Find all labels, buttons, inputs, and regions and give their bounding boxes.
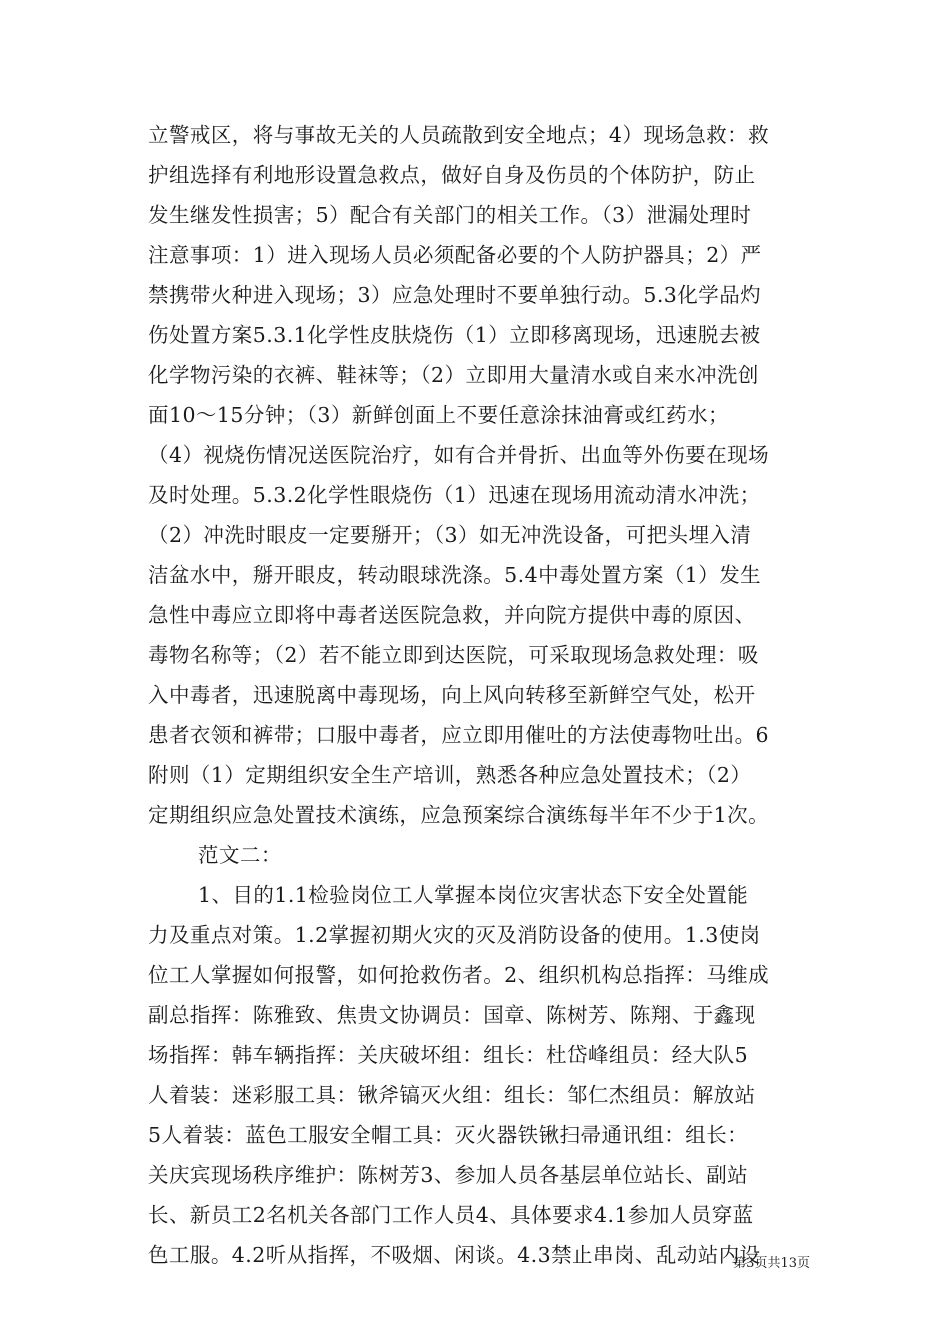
- body-text-line: 色工服。4.2听从指挥，不吸烟、闲谈。4.3禁止串岗、乱动站内设: [148, 1243, 761, 1267]
- section-heading: 范文二：: [198, 843, 282, 867]
- body-text-line: 1、目的1.1检验岗位工人掌握本岗位灾害状态下安全处置能: [198, 883, 749, 907]
- body-text-line: 场指挥：韩车辆指挥：关庆破坏组：组长：杜岱峰组员：经大队5: [148, 1043, 749, 1067]
- body-text-line: 面10～15分钟；（3）新鲜创面上不要任意涂抹油膏或红药水；: [148, 403, 729, 427]
- body-text-line: 伤处置方案5.3.1化学性皮肤烧伤（1）立即移离现场，迅速脱去被: [148, 323, 761, 347]
- body-text-line: （4）视烧伤情况送医院治疗，如有合并骨折、出血等外伤要在现场: [148, 443, 770, 467]
- body-text-line: 5人着装：蓝色工服安全帽工具：灭火器铁锹扫帚通讯组：组长：: [148, 1123, 749, 1147]
- body-text-line: 位工人掌握如何报警，如何抢救伤者。2、组织机构总指挥：马维成: [148, 963, 770, 987]
- page-number-footer: 第3页共13页: [733, 1256, 810, 1271]
- body-text-line: 及时处理。5.3.2化学性眼烧伤（1）迅速在现场用流动清水冲洗；: [148, 483, 761, 507]
- body-text-line: 注意事项：1）进入现场人员必须配备必要的个人防护器具；2）严: [148, 243, 762, 267]
- body-text-line: 急性中毒应立即将中毒者送医院急救，并向院方提供中毒的原因、: [148, 603, 756, 627]
- body-text-line: 发生继发性损害；5）配合有关部门的相关工作。（3）泄漏处理时: [148, 203, 752, 227]
- body-text-line: 护组选择有利地形设置急救点，做好自身及伤员的个体防护，防止: [148, 163, 756, 187]
- body-text-line: 立警戒区，将与事故无关的人员疏散到安全地点；4）现场急救：救: [148, 123, 770, 147]
- body-text-line: 洁盆水中，掰开眼皮，转动眼球洗涤。5.4中毒处置方案（1）发生: [148, 563, 762, 587]
- body-text-line: 入中毒者，迅速脱离中毒现场，向上风向转移至新鲜空气处，松开: [148, 683, 756, 707]
- body-text-line: 力及重点对策。1.2掌握初期火灾的灭及消防设备的使用。1.3使岗: [148, 923, 761, 947]
- body-text-line: 化学物污染的衣裤、鞋袜等；（2）立即用大量清水或自来水冲洗创: [148, 363, 759, 387]
- body-text-line: 人着装：迷彩服工具：锹斧镐灭火组：组长：邹仁杰组员：解放站: [148, 1083, 756, 1107]
- body-text-line: 附则（1）定期组织安全生产培训，熟悉各种应急处置技术；（2）: [148, 763, 752, 787]
- body-text-line: （2）冲洗时眼皮一定要掰开；（3）如无冲洗设备，可把头埋入清: [148, 523, 752, 547]
- body-text-line: 副总指挥：陈雅致、焦贵文协调员：国章、陈树芳、陈翔、于鑫现: [148, 1003, 756, 1027]
- body-text-line: 患者衣领和裤带；口服中毒者，应立即用催吐的方法使毒物吐出。6: [148, 723, 770, 747]
- body-text-line: 长、新员工2名机关各部门工作人员4、具体要求4.1参加人员穿蓝: [148, 1203, 754, 1227]
- body-text-line: 定期组织应急处置技术演练，应急预案综合演练每半年不少于1次。: [148, 803, 770, 827]
- body-text-line: 毒物名称等；（2）若不能立即到达医院，可采取现场急救处理：吸: [148, 643, 759, 667]
- body-text-line: 禁携带火种进入现场；3）应急处理时不要单独行动。5.3化学品灼: [148, 283, 762, 307]
- body-text-line: 关庆宾现场秩序维护：陈树芳3、参加人员各基层单位站长、副站: [148, 1163, 749, 1187]
